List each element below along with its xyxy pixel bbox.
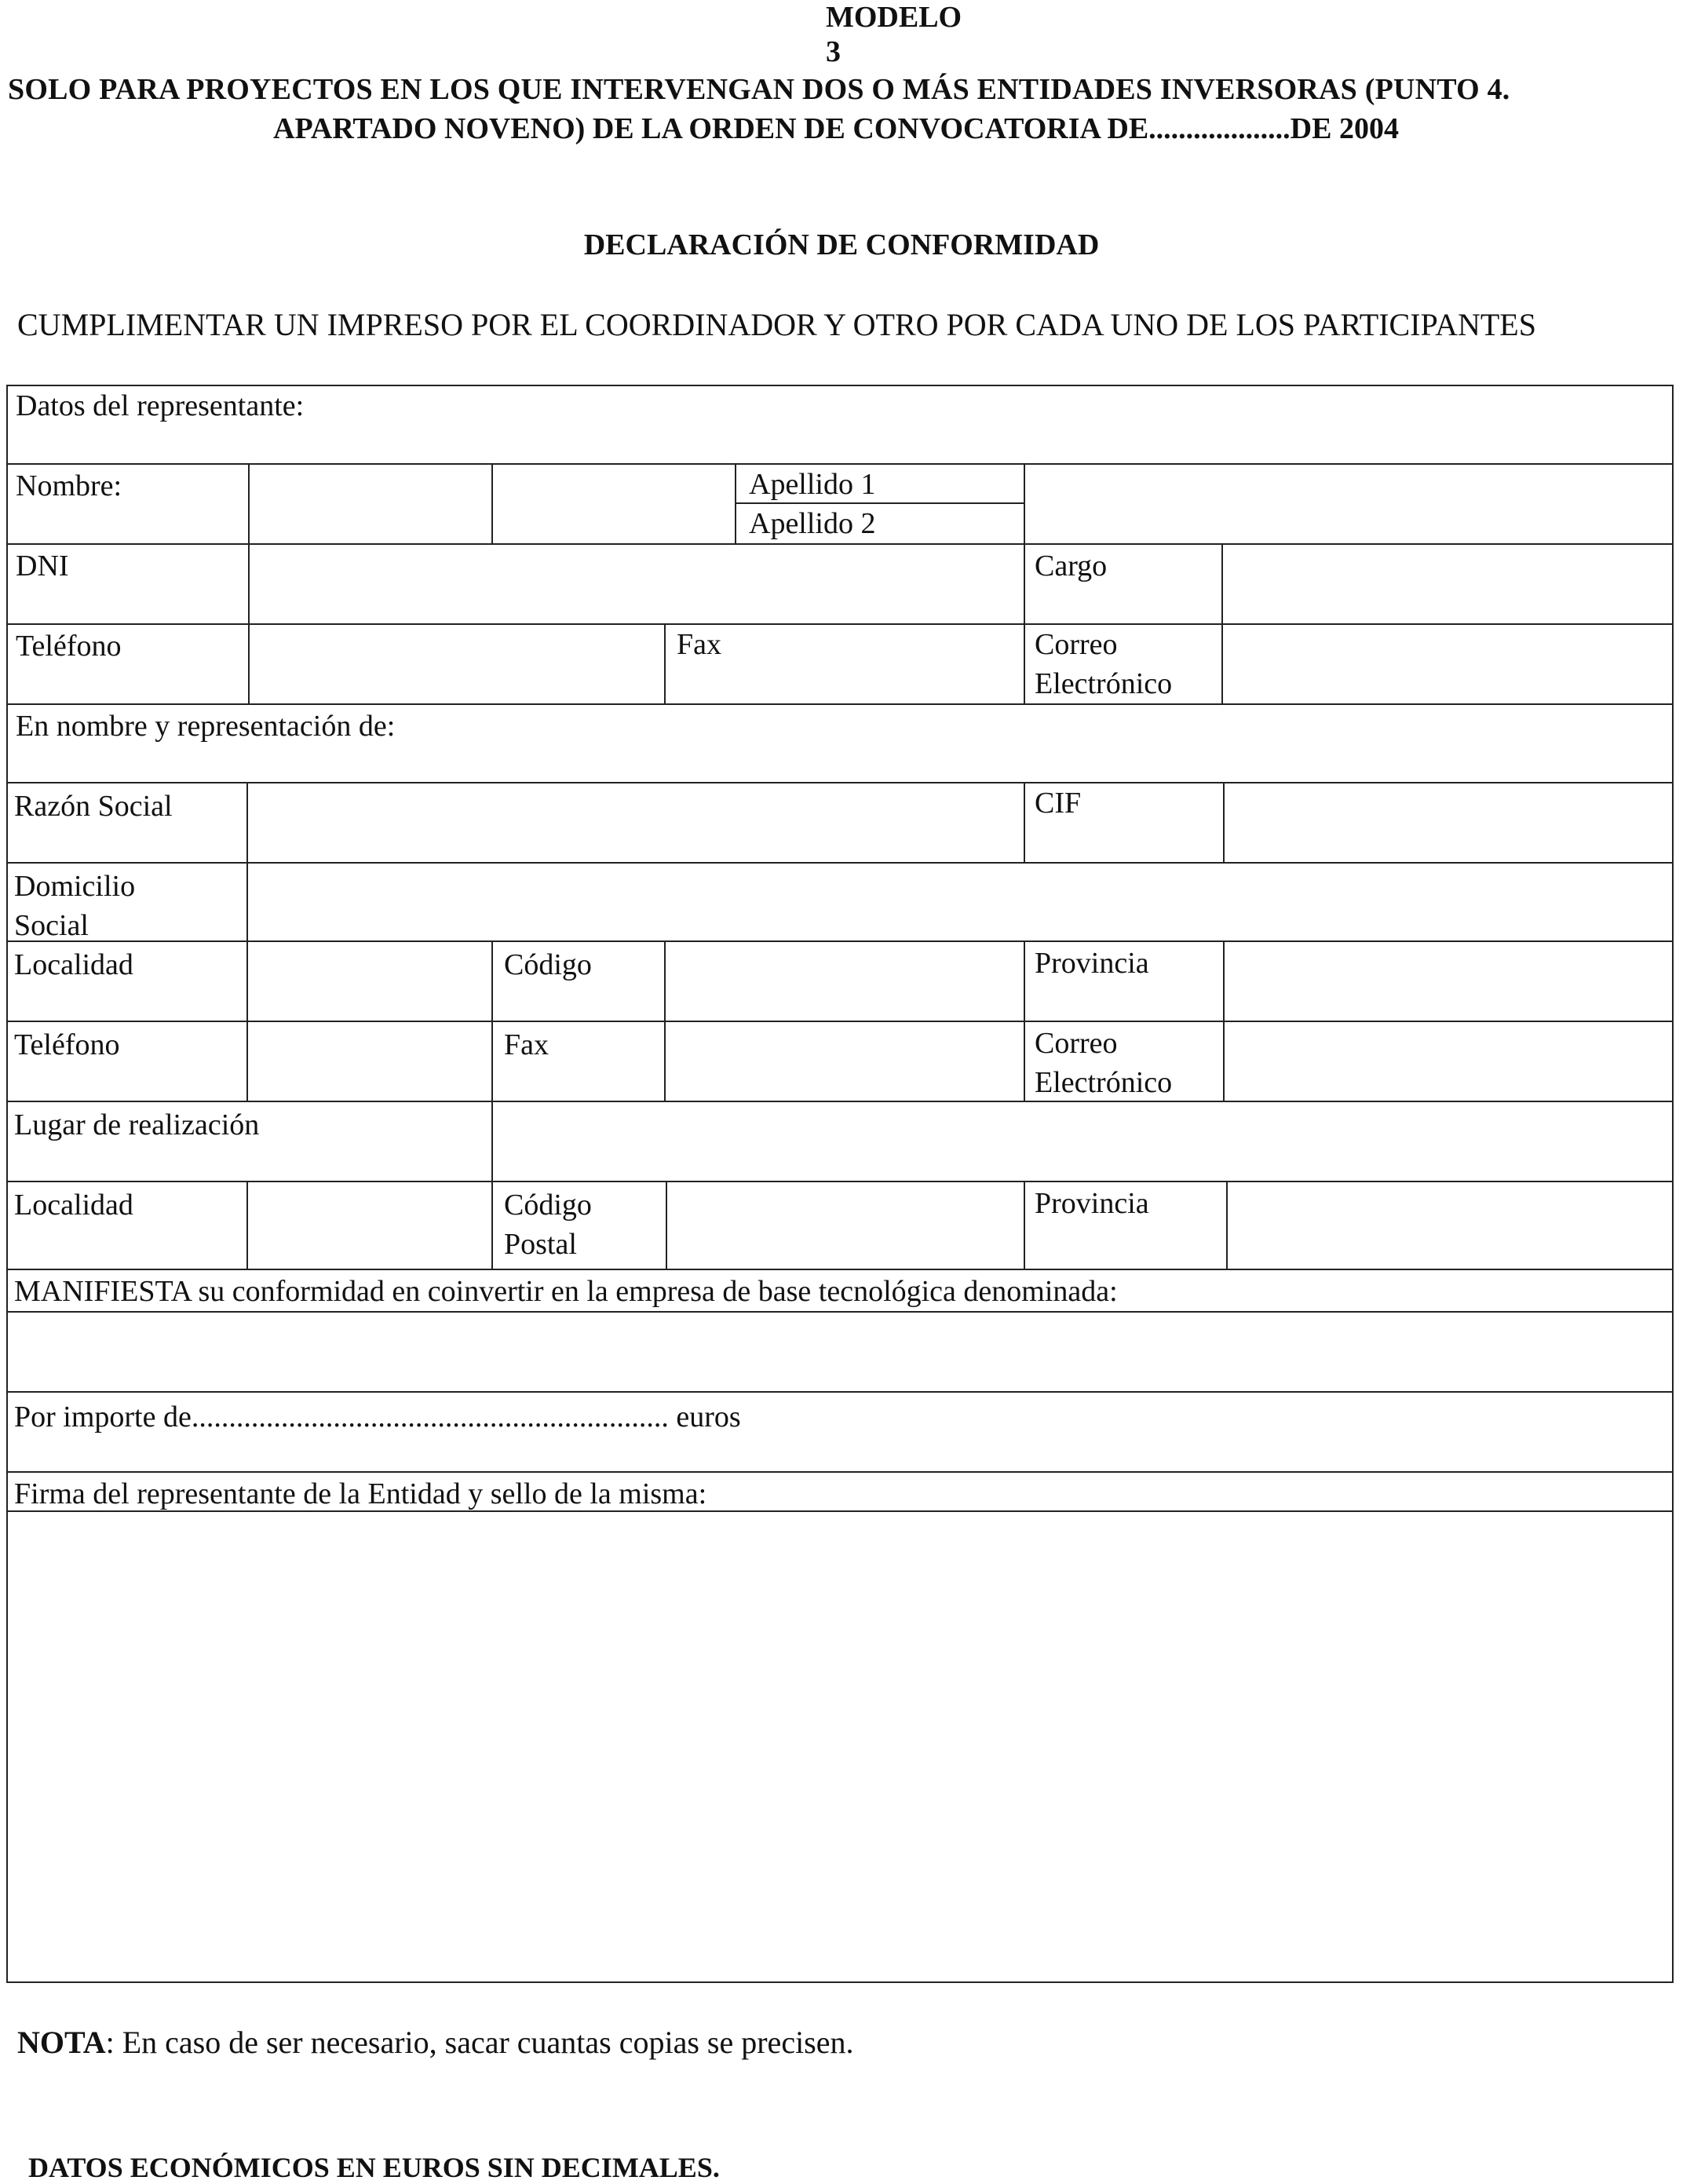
fax2-label: Fax — [504, 1028, 549, 1061]
on-behalf-header: En nombre y representación de: — [16, 710, 396, 743]
col-divider — [491, 940, 493, 1021]
col-divider — [1024, 782, 1025, 862]
localidad2-field[interactable] — [248, 1182, 490, 1267]
note-body: : En caso de ser necesario, sacar cuantas copias se precisen. — [105, 2025, 854, 2060]
provincia-field[interactable] — [1225, 942, 1672, 1019]
subtitle-line2: APARTADO NOVENO) DE LA ORDEN DE CONVOCATORIA DE...................DE 2004 — [273, 112, 1399, 145]
telefono-field[interactable] — [250, 625, 663, 702]
apellido2-label: Apellido 2 — [749, 507, 876, 540]
col-divider — [1024, 623, 1025, 703]
cif-field[interactable] — [1225, 783, 1672, 860]
provincia2-field[interactable] — [1228, 1182, 1672, 1267]
cargo-field[interactable] — [1223, 545, 1672, 622]
col-divider — [491, 1021, 493, 1101]
fax-label: Fax — [677, 628, 721, 661]
importe-text: Por importe de................................................................ euros — [14, 1401, 741, 1433]
fax2-field[interactable] — [666, 1022, 1022, 1099]
codigo-field[interactable] — [666, 942, 1022, 1019]
col-divider — [1024, 940, 1025, 1021]
correo-label-line1: Correo — [1035, 628, 1118, 661]
note-text — [17, 2024, 854, 2061]
domicilio-label-line2: Social — [14, 909, 89, 942]
lugar-label: Lugar de realización — [14, 1108, 260, 1141]
telefono2-field[interactable] — [248, 1022, 490, 1099]
correo2-label-line1: Correo — [1035, 1027, 1118, 1060]
nombre-label: Nombre: — [16, 469, 122, 502]
manifiesta-text: MANIFIESTA su conformidad en coinvertir en la empresa de base tecnológica denominada: — [14, 1275, 1118, 1308]
cargo-label: Cargo — [1035, 550, 1108, 583]
cif-label: CIF — [1035, 787, 1082, 820]
col-divider — [664, 623, 666, 703]
lugar-field[interactable] — [493, 1102, 1672, 1179]
section-title: DECLARACIÓN DE CONFORMIDAD — [583, 228, 1100, 261]
apellido1-label: Apellido 1 — [749, 468, 876, 501]
row-divider — [6, 1391, 1674, 1393]
domicilio-label-line1: Domicilio — [14, 870, 136, 903]
correo2-label-line2: Electrónico — [1035, 1066, 1173, 1099]
col-divider — [1024, 543, 1025, 623]
signature-area[interactable] — [8, 1512, 1672, 1981]
dni-field[interactable] — [250, 545, 1022, 622]
row-divider — [6, 703, 1674, 705]
apellidos-field[interactable] — [1025, 465, 1672, 542]
razon-social-field[interactable] — [248, 783, 1022, 860]
nombre-field-1[interactable] — [250, 465, 490, 542]
provincia-label: Provincia — [1035, 947, 1149, 980]
codigo-postal-label-line2: Postal — [504, 1228, 577, 1261]
firma-text: Firma del representante de la Entidad y sello de la misma: — [14, 1477, 707, 1510]
correo2-field[interactable] — [1225, 1022, 1672, 1099]
empresa-field[interactable] — [8, 1313, 1672, 1390]
correo-label-line2: Electrónico — [1035, 667, 1173, 700]
footer-text: DATOS ECONÓMICOS EN EUROS SIN DECIMALES. — [28, 2152, 720, 2183]
instruction-text: CUMPLIMENTAR UN IMPRESO POR EL COORDINADOR Y OTRO POR CADA UNO DE LOS PARTICIPANTES — [17, 307, 1536, 342]
col-divider — [735, 463, 736, 543]
codigo-label: Código — [504, 948, 592, 981]
razon-social-label: Razón Social — [14, 790, 173, 823]
codigo-postal-field[interactable] — [667, 1182, 1022, 1267]
row-divider — [6, 1269, 1674, 1270]
col-divider — [491, 1181, 493, 1269]
nombre-field-2[interactable] — [493, 465, 733, 542]
col-divider — [1024, 1021, 1025, 1101]
codigo-postal-label-line1: Código — [504, 1189, 592, 1222]
provincia2-label: Provincia — [1035, 1187, 1149, 1220]
subtitle-line1: SOLO PARA PROYECTOS EN LOS QUE INTERVENGAN DOS O MÁS ENTIDADES INVERSORAS (PUNTO 4. — [8, 73, 1510, 106]
domicilio-field[interactable] — [248, 864, 1672, 939]
telefono-label: Teléfono — [16, 630, 122, 663]
row-divider — [6, 1471, 1674, 1473]
telefono2-label: Teléfono — [14, 1028, 120, 1061]
localidad-label: Localidad — [14, 948, 133, 981]
localidad2-label: Localidad — [14, 1189, 133, 1222]
col-divider — [1024, 1181, 1025, 1269]
localidad-field[interactable] — [248, 942, 490, 1019]
correo-field[interactable] — [1223, 625, 1672, 702]
note-label: NOTA — [17, 2025, 106, 2060]
representative-header: Datos del representante: — [16, 389, 305, 422]
dni-label: DNI — [16, 550, 69, 583]
model-title: MODELO 3 — [826, 1, 962, 68]
